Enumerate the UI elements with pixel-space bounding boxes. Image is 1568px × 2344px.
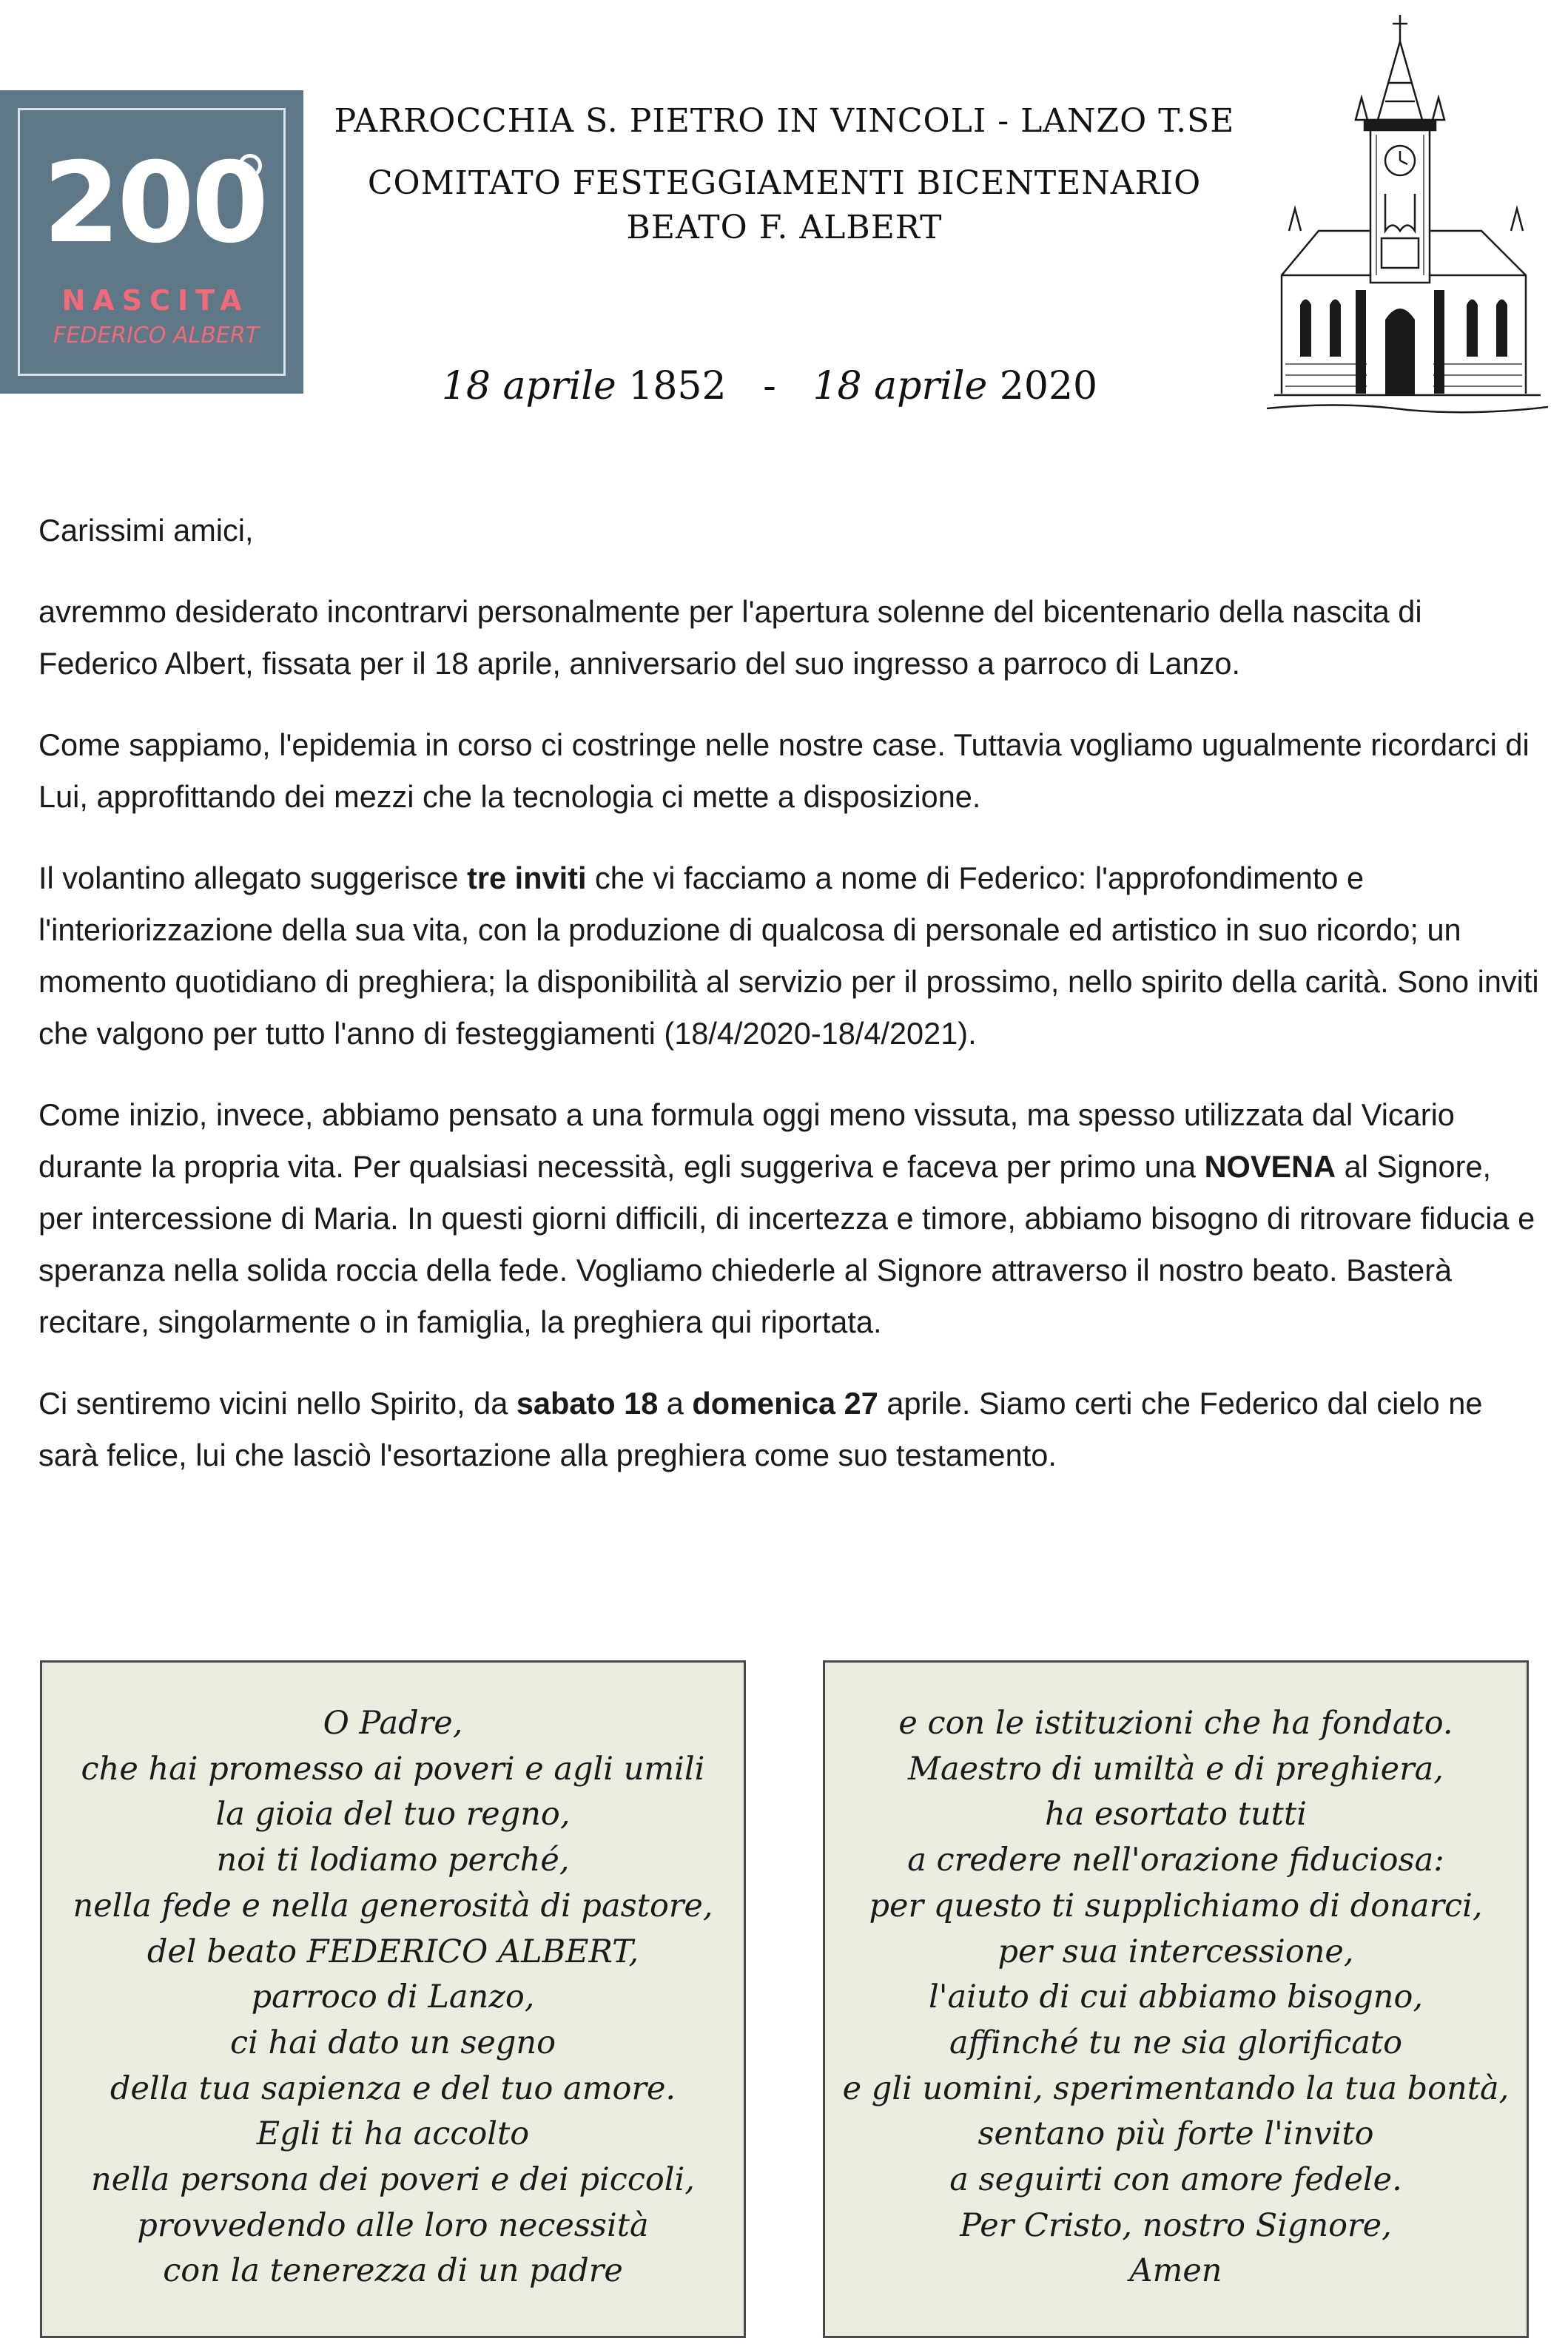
- prayer-line: affinché tu ne sia glorificato: [949, 2024, 1403, 2061]
- prayer-line: provvedendo alle loro necessità: [137, 2206, 649, 2244]
- p5-text-after: aprile. Siamo certi che Federico dal cielo ne sarà felice, lui che lasciò l'esortazione alla preghiera come suo testamento.: [38, 1386, 1483, 1472]
- prayer-line: Per Cristo, nostro Signore,: [960, 2206, 1392, 2244]
- logo-degree-sign: [238, 154, 262, 178]
- prayer-line: Maestro di umiltà e di preghiera,: [908, 1750, 1444, 1788]
- prayer-line: O Padre,: [323, 1705, 463, 1742]
- prayer-line: Egli ti ha accolto: [256, 2115, 530, 2153]
- p3-text-before: Il volantino allegato suggerisce: [38, 861, 468, 895]
- prayer-line: l'aiuto di cui abbiamo bisogno,: [928, 1978, 1424, 2016]
- bicentenary-logo: [0, 90, 303, 394]
- prayer-line: con la tenerezza di un padre: [163, 2252, 623, 2290]
- p3-text-after: che vi facciamo a nome di Federico: l'approfondimento e l'interiorizzazione della sua vita, con la produzione di qualcosa di personale ed artistico in suo ricordo; un momento quotidiano di preghiera; la disponibilità al servizio per il prossimo, nello spirito della carità. Sono inviti che valgono per tutto l'anno di festeggiamenti (18/4/2020-18/4/2021).: [38, 861, 1539, 1051]
- prayer-line: noi ti lodiamo perché,: [216, 1842, 570, 1879]
- prayer-line: la gioia del tuo regno,: [215, 1796, 571, 1833]
- p5-bold-2: domenica 27: [692, 1386, 878, 1421]
- p3-bold: tre inviti: [467, 861, 587, 895]
- church-illustration: [1267, 9, 1548, 420]
- prayer-line: sentano più forte l'invito: [978, 2115, 1374, 2153]
- prayer-line: e con le istituzioni che ha fondato.: [898, 1705, 1453, 1742]
- prayer-line: della tua sapienza e del tuo amore.: [110, 2069, 676, 2107]
- p4-text-before: Come inizio, invece, abbiamo pensato a una formula oggi meno vissuta, ma spesso utilizzata dal Vicario durante la propria vita. Per qualsiasi necessità, egli suggeriva e faceva per primo una: [38, 1097, 1455, 1184]
- prayer-line: a credere nell'orazione fiduciosa:: [907, 1842, 1444, 1879]
- prayer-line: Amen: [1129, 2252, 1222, 2290]
- prayer-line: ci hai dato un segno: [230, 2024, 556, 2061]
- p5-text-before: Ci sentiremo vicini nello Spirito, da: [38, 1386, 517, 1421]
- p5-bold-1: sabato 18: [516, 1386, 659, 1421]
- paragraph-5: [38, 1378, 1541, 1481]
- date-separator: -: [763, 364, 776, 408]
- p4-bold: NOVENA: [1204, 1149, 1336, 1184]
- paragraph-3: [38, 852, 1541, 1060]
- paragraph-1: avremmo desiderato incontrarvi personalmente per l'apertura solenne del bicentenario della nascita di Federico Albert, fissata per il 18 aprile, anniversario del suo ingresso a parroco di Lanzo.: [38, 594, 1422, 681]
- date-start-year: 1852: [628, 364, 727, 408]
- committee-title: COMITATO FESTEGGIAMENTI BICENTENARIO: [367, 164, 1202, 202]
- date-start-day: 18 aprile: [441, 364, 616, 408]
- p4-text-after: al Signore, per intercessione di Maria. In questi giorni difficili, di incertezza e timore, abbiamo bisogno di ritrovare fiducia e speranza nella solida roccia della fede. Vogliamo chiederle al Signore attraverso il nostro beato. Basterà recitare, singolarmente o in famiglia, la preghiera qui riportata.: [38, 1149, 1535, 1339]
- parish-title: PARROCCHIA S. PIETRO IN VINCOLI - LANZO T.SE: [334, 102, 1235, 140]
- prayer-line: del beato FEDERICO ALBERT,: [147, 1933, 639, 1970]
- prayer-line: nella persona dei poveri e dei piccoli,: [91, 2161, 695, 2199]
- prayer-lines-left: [42, 1701, 744, 2294]
- prayer-box-left: [40, 1660, 746, 2338]
- prayer-line: per questo ti supplichiamo di donarci,: [869, 1887, 1483, 1924]
- date-end-year: 2020: [999, 364, 1098, 408]
- prayer-line: ha esortato tutti: [1045, 1796, 1307, 1833]
- logo-subtitle: NASCITA: [61, 284, 249, 317]
- prayer-line: parroco di Lanzo,: [251, 1978, 535, 2016]
- prayer-line: e gli uomini, sperimentando la tua bontà,: [842, 2069, 1510, 2107]
- prayer-box-right: [823, 1660, 1529, 2338]
- date-end-day: 18 aprile: [812, 364, 988, 408]
- paragraph-4: [38, 1089, 1541, 1348]
- p5-text-mid: a: [658, 1386, 693, 1421]
- greeting: Carissimi amici,: [38, 513, 254, 548]
- prayer-lines-right: [825, 1701, 1527, 2294]
- paragraph-2: Come sappiamo, l'epidemia in corso ci costringe nelle nostre case. Tuttavia vogliamo ugualmente ricordarci di Lui, approfittando dei mezzi che la tecnologia ci mette a disposizione.: [38, 727, 1530, 814]
- logo-name: FEDERICO ALBERT: [53, 323, 259, 348]
- prayer-line: a seguirti con amore fedele.: [949, 2161, 1402, 2199]
- prayer-line: che hai promesso ai poveri e agli umili: [81, 1750, 705, 1788]
- anniversary-dates: [326, 364, 1214, 408]
- beato-title: BEATO F. ALBERT: [626, 209, 943, 246]
- logo-number: 200: [43, 139, 266, 268]
- letter-body: [38, 505, 1541, 1511]
- prayer-line: nella fede e nella generosità di pastore,: [73, 1887, 713, 1924]
- prayer-line: per sua intercessione,: [997, 1933, 1354, 1970]
